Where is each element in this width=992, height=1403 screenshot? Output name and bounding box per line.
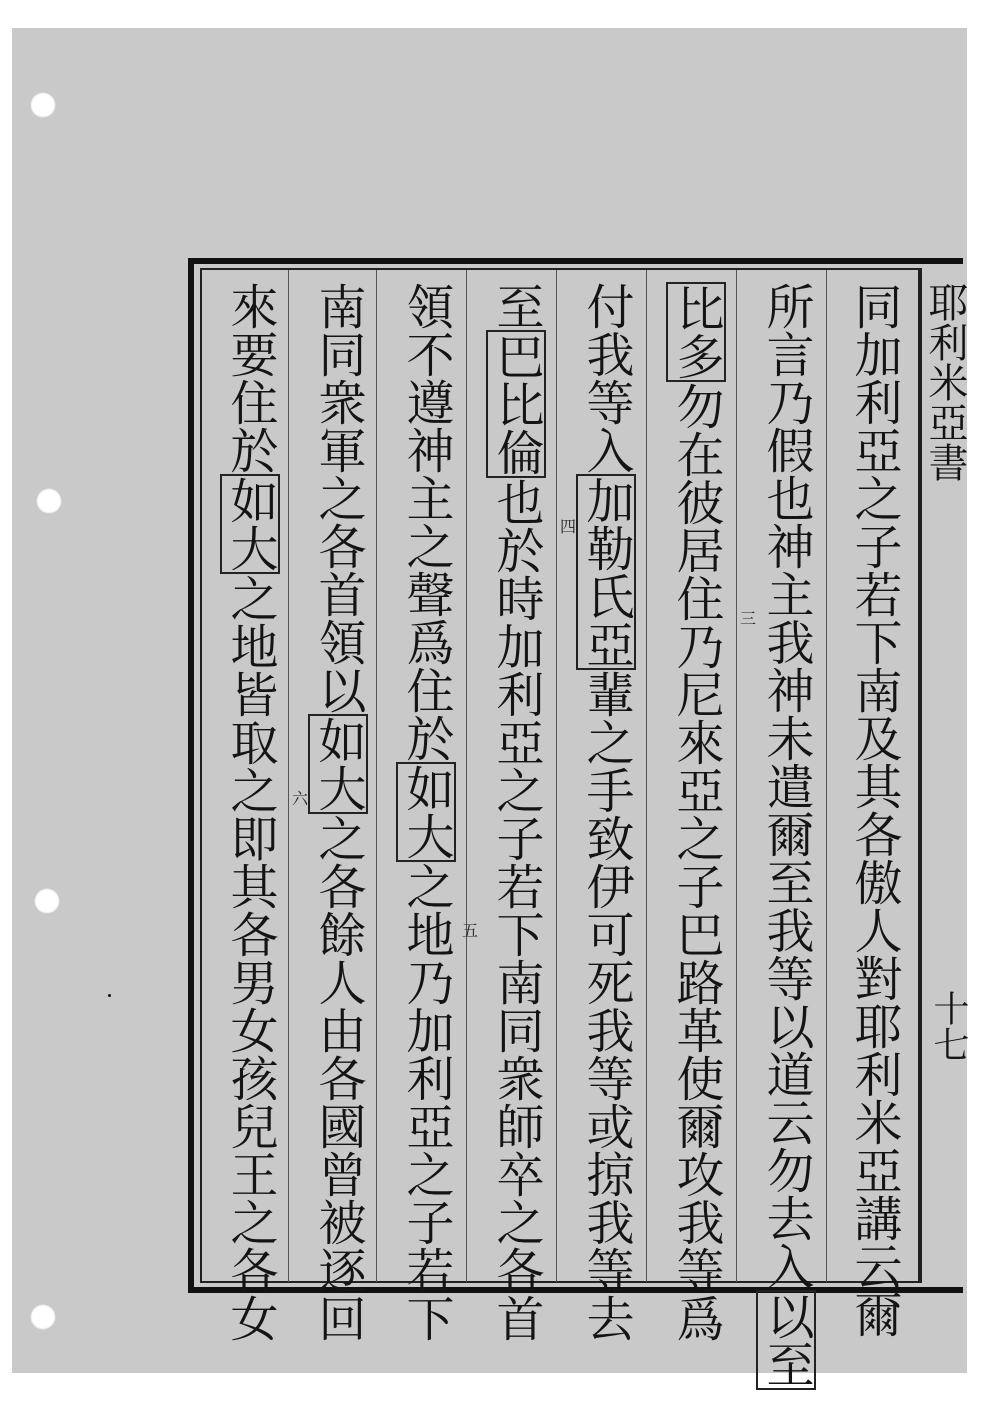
boxed-proper-noun: 如大 [310,716,366,812]
column-text: 所言乃假也神主我神未遣爾至我等以道云勿去入 [758,282,814,1290]
verse-number: 三 [740,609,757,628]
text-column-6 [398,282,454,1342]
text-column-5 [488,282,544,1342]
punch-hole [36,488,62,514]
text-column-7 [310,282,366,1342]
column-text: 之地皆取之即其各男女孩兒王之各女 [222,574,278,1342]
column-rule [556,270,557,1282]
verse-number: 六 [292,789,309,808]
boxed-proper-noun: 比多 [668,284,724,380]
boxed-proper-noun: 加勒氏亞 [578,476,634,668]
boxed-proper-noun: 以至 [758,1292,814,1388]
boxed-proper-noun: 如大 [222,476,278,572]
column-rule [736,270,737,1282]
punch-hole [30,1304,56,1330]
column-text: 來要住於 [222,282,278,474]
column-rule [826,270,827,1282]
column-rule [376,270,377,1282]
margin-rule [918,268,921,1283]
text-column-2 [758,282,814,1390]
text-column-8 [222,282,278,1342]
speck [108,994,111,997]
column-text: 勿在彼居住乃尼來亞之子巴路革使爾攻我等爲 [668,382,724,1342]
column-rule [288,270,289,1282]
text-column-1 [846,282,902,1338]
text-column-4 [578,282,634,1342]
column-text: 之各餘人由各國曾被逐回 [310,814,366,1342]
margin-book-title: 耶利米亞書 [922,282,968,482]
verse-number: 五 [462,921,479,940]
margin-page-number: 十七 [928,990,969,1062]
column-rule [466,270,467,1282]
column-text: 領不遵神主之聲爲住於 [398,282,454,762]
column-text: 付我等入 [578,282,634,474]
boxed-proper-noun: 如大 [398,764,454,860]
column-text: 同加利亞之子若下南及其各傲人對耶利米亞講云爾 [846,282,902,1338]
column-text: 也於時加利亞之子若下南同衆師卒之各首 [488,478,544,1342]
column-text: 輩之手致伊可死我等或掠我等去 [578,670,634,1342]
column-text: 之地乃加利亞之子若下 [398,862,454,1342]
boxed-proper-noun: 巴比倫 [488,332,544,476]
column-text: 南同衆軍之各首領以 [310,282,366,714]
column-text: 至 [488,282,544,330]
column-rule [646,270,647,1282]
verse-number: 四 [560,517,577,536]
text-column-3 [668,282,724,1342]
punch-hole [30,92,56,118]
punch-hole [34,888,60,914]
